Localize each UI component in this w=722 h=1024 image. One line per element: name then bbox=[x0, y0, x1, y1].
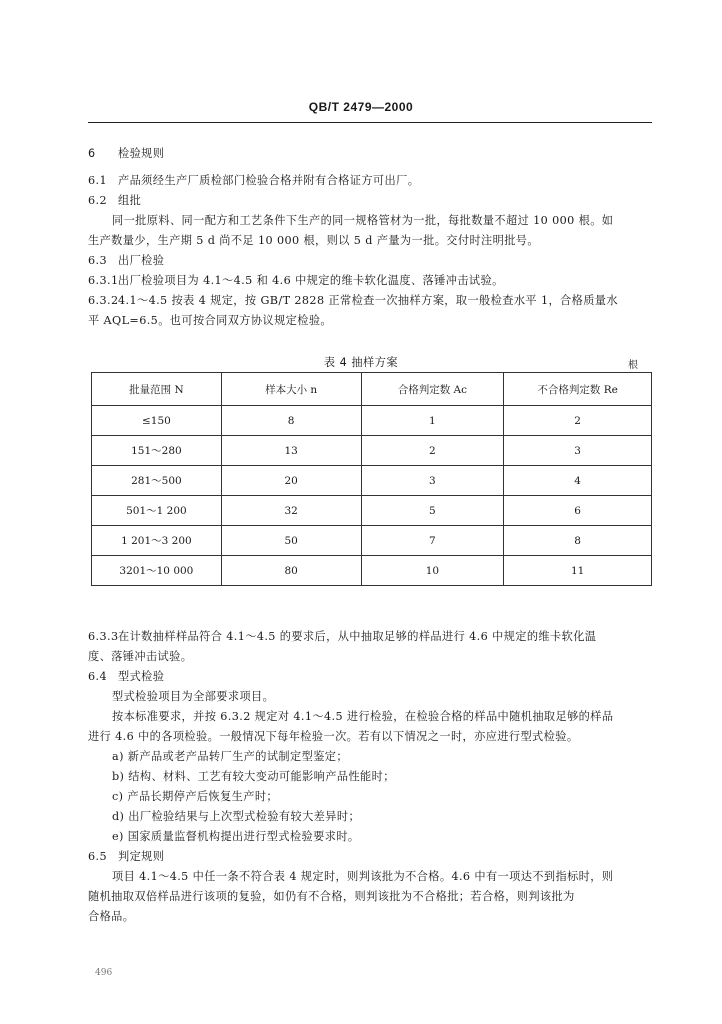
line-text: 按本标准要求，并按 6.3.2 规定对 4.1～4.5 进行检验，在检验合格的样品中随机抽取足够的样品 bbox=[112, 710, 614, 723]
clause-number: 6.4 bbox=[88, 670, 107, 683]
table-unit: 根 bbox=[628, 360, 638, 371]
line-text: e) 国家质量监督机构提出进行型式检验要求时。 bbox=[112, 830, 360, 843]
table-row bbox=[92, 436, 652, 466]
line-text: c) 产品长期停产后恢复生产时； bbox=[112, 790, 279, 803]
table-cell: 5 bbox=[361, 496, 504, 526]
table-row bbox=[92, 406, 652, 436]
line-text: 合格品。 bbox=[88, 910, 135, 923]
table-cell: 10 bbox=[361, 556, 504, 586]
line-text: 4.1～4.5 按表 4 规定，按 GB/T 2828 正常检查一次抽样方案，取一般检查水平 1，合格质量水 bbox=[118, 294, 618, 307]
text-line bbox=[88, 810, 654, 824]
table-cell: 32 bbox=[221, 496, 361, 526]
table-body bbox=[92, 406, 652, 586]
line-text: 在计数抽样样品符合 4.1～4.5 的要求后，从中抽取足够的样品进行 4.6 中规定的维卡软化温 bbox=[118, 630, 597, 643]
clause-number: 6.2 bbox=[88, 194, 107, 207]
table-cell: 50 bbox=[221, 526, 361, 556]
table-cell: 20 bbox=[221, 466, 361, 496]
text-line bbox=[88, 174, 654, 188]
line-text: 出厂检验 bbox=[118, 254, 165, 267]
line-text: 生产数量少，生产期 5 d 尚不足 10 000 根，则以 5 d 产量为一批。交付时注明批号。 bbox=[88, 234, 539, 247]
clause-number: 6 bbox=[88, 147, 96, 160]
table-cell: 13 bbox=[221, 436, 361, 466]
table-row bbox=[92, 526, 652, 556]
table-cell: 3 bbox=[504, 436, 652, 466]
line-text: b) 结构、材料、工艺有较大变动可能影响产品性能时； bbox=[112, 770, 395, 783]
line-text: 随机抽取双倍样品进行该项的复验，如仍有不合格，则判该批为不合格批；若合格，则判该批为 bbox=[88, 890, 575, 903]
clause-number: 6.5 bbox=[88, 850, 107, 863]
col-header-lot-size: 批量范围 N bbox=[92, 373, 222, 406]
table-caption: 表 4 抽样方案 bbox=[323, 356, 399, 369]
table-cell: 3201～10 000 bbox=[92, 556, 222, 586]
line-text: 出厂检验项目为 4.1～4.5 和 4.6 中规定的维卡软化温度、落锤冲击试验。 bbox=[118, 274, 504, 287]
line-text: 平 AQL=6.5。也可按合同双方协议规定检验。 bbox=[88, 314, 333, 327]
text-line bbox=[88, 254, 654, 268]
text-line bbox=[88, 870, 654, 884]
text-line bbox=[88, 890, 654, 904]
text-line bbox=[88, 214, 654, 228]
text-line bbox=[88, 910, 654, 924]
text-line bbox=[88, 294, 654, 308]
line-text: 项目 4.1～4.5 中任一条不符合表 4 规定时，则判该批为不合格。4.6 中有一项达不到指标时，则 bbox=[112, 870, 614, 883]
table-cell: 151～280 bbox=[92, 436, 222, 466]
line-text: 同一批原料、同一配方和工艺条件下生产的同一规格管材为一批，每批数量不超过 10 000 根。如 bbox=[112, 214, 614, 227]
line-text: 进行 4.6 中的各项检验。一般情况下每年检验一次。若有以下情况之一时，亦应进行型式检验。 bbox=[88, 730, 579, 743]
line-text: d) 出厂检验结果与上次型式检验有较大差异时； bbox=[112, 810, 361, 823]
table-cell: 8 bbox=[221, 406, 361, 436]
text-line bbox=[88, 274, 654, 288]
table-cell: ≤150 bbox=[92, 406, 222, 436]
clause-number: 6.1 bbox=[88, 174, 107, 187]
sampling-plan-table bbox=[91, 372, 652, 586]
line-text: 组批 bbox=[118, 194, 142, 207]
col-header-rejection-number: 不合格判定数 Re bbox=[504, 373, 652, 406]
line-text: 型式检验项目为全部要求项目。 bbox=[112, 690, 275, 703]
table-cell: 1 bbox=[361, 406, 504, 436]
table-cell: 11 bbox=[504, 556, 652, 586]
table-cell: 80 bbox=[221, 556, 361, 586]
clause-number: 6.3.1 bbox=[88, 274, 119, 287]
clause-number: 6.3.3 bbox=[88, 630, 119, 643]
text-line bbox=[88, 750, 654, 764]
table-cell: 281～500 bbox=[92, 466, 222, 496]
line-text: a) 新产品或老产品转厂生产的试制定型鉴定； bbox=[112, 750, 348, 763]
table-cell: 4 bbox=[504, 466, 652, 496]
text-line bbox=[88, 690, 654, 704]
text-line bbox=[88, 830, 654, 844]
col-header-acceptance-number: 合格判定数 Ac bbox=[361, 373, 504, 406]
table-row bbox=[92, 496, 652, 526]
table-header-row bbox=[92, 373, 652, 406]
line-text: 度、落锤冲击试验。 bbox=[88, 650, 193, 663]
page-number: 496 bbox=[95, 968, 113, 978]
table-cell: 8 bbox=[504, 526, 652, 556]
text-line bbox=[88, 730, 654, 744]
table-cell: 1 201～3 200 bbox=[92, 526, 222, 556]
col-header-sample-size: 样本大小 n bbox=[221, 373, 361, 406]
standard-code: QB/T 2479—2000 bbox=[308, 100, 414, 114]
text-line bbox=[88, 790, 654, 804]
table-cell: 501～1 200 bbox=[92, 496, 222, 526]
clause-number: 6.3 bbox=[88, 254, 107, 267]
text-line bbox=[88, 770, 654, 784]
text-line bbox=[88, 234, 654, 248]
text-line bbox=[88, 850, 654, 864]
header-rule bbox=[88, 122, 652, 123]
table-cell: 7 bbox=[361, 526, 504, 556]
line-text: 型式检验 bbox=[118, 670, 165, 683]
text-line bbox=[88, 650, 654, 664]
text-line bbox=[88, 710, 654, 724]
table-cell: 6 bbox=[504, 496, 652, 526]
clause-number: 6.3.2 bbox=[88, 294, 119, 307]
text-line bbox=[88, 670, 654, 684]
table-cell: 3 bbox=[361, 466, 504, 496]
table-cell: 2 bbox=[361, 436, 504, 466]
line-text: 检验规则 bbox=[118, 147, 165, 160]
table-cell: 2 bbox=[504, 406, 652, 436]
line-text: 判定规则 bbox=[118, 850, 165, 863]
text-line bbox=[88, 630, 654, 644]
text-line bbox=[88, 194, 654, 208]
text-line bbox=[88, 147, 654, 161]
table-row bbox=[92, 556, 652, 586]
table-row bbox=[92, 466, 652, 496]
line-text: 产品须经生产厂质检部门检验合格并附有合格证方可出厂。 bbox=[118, 174, 420, 187]
text-line bbox=[88, 314, 654, 328]
